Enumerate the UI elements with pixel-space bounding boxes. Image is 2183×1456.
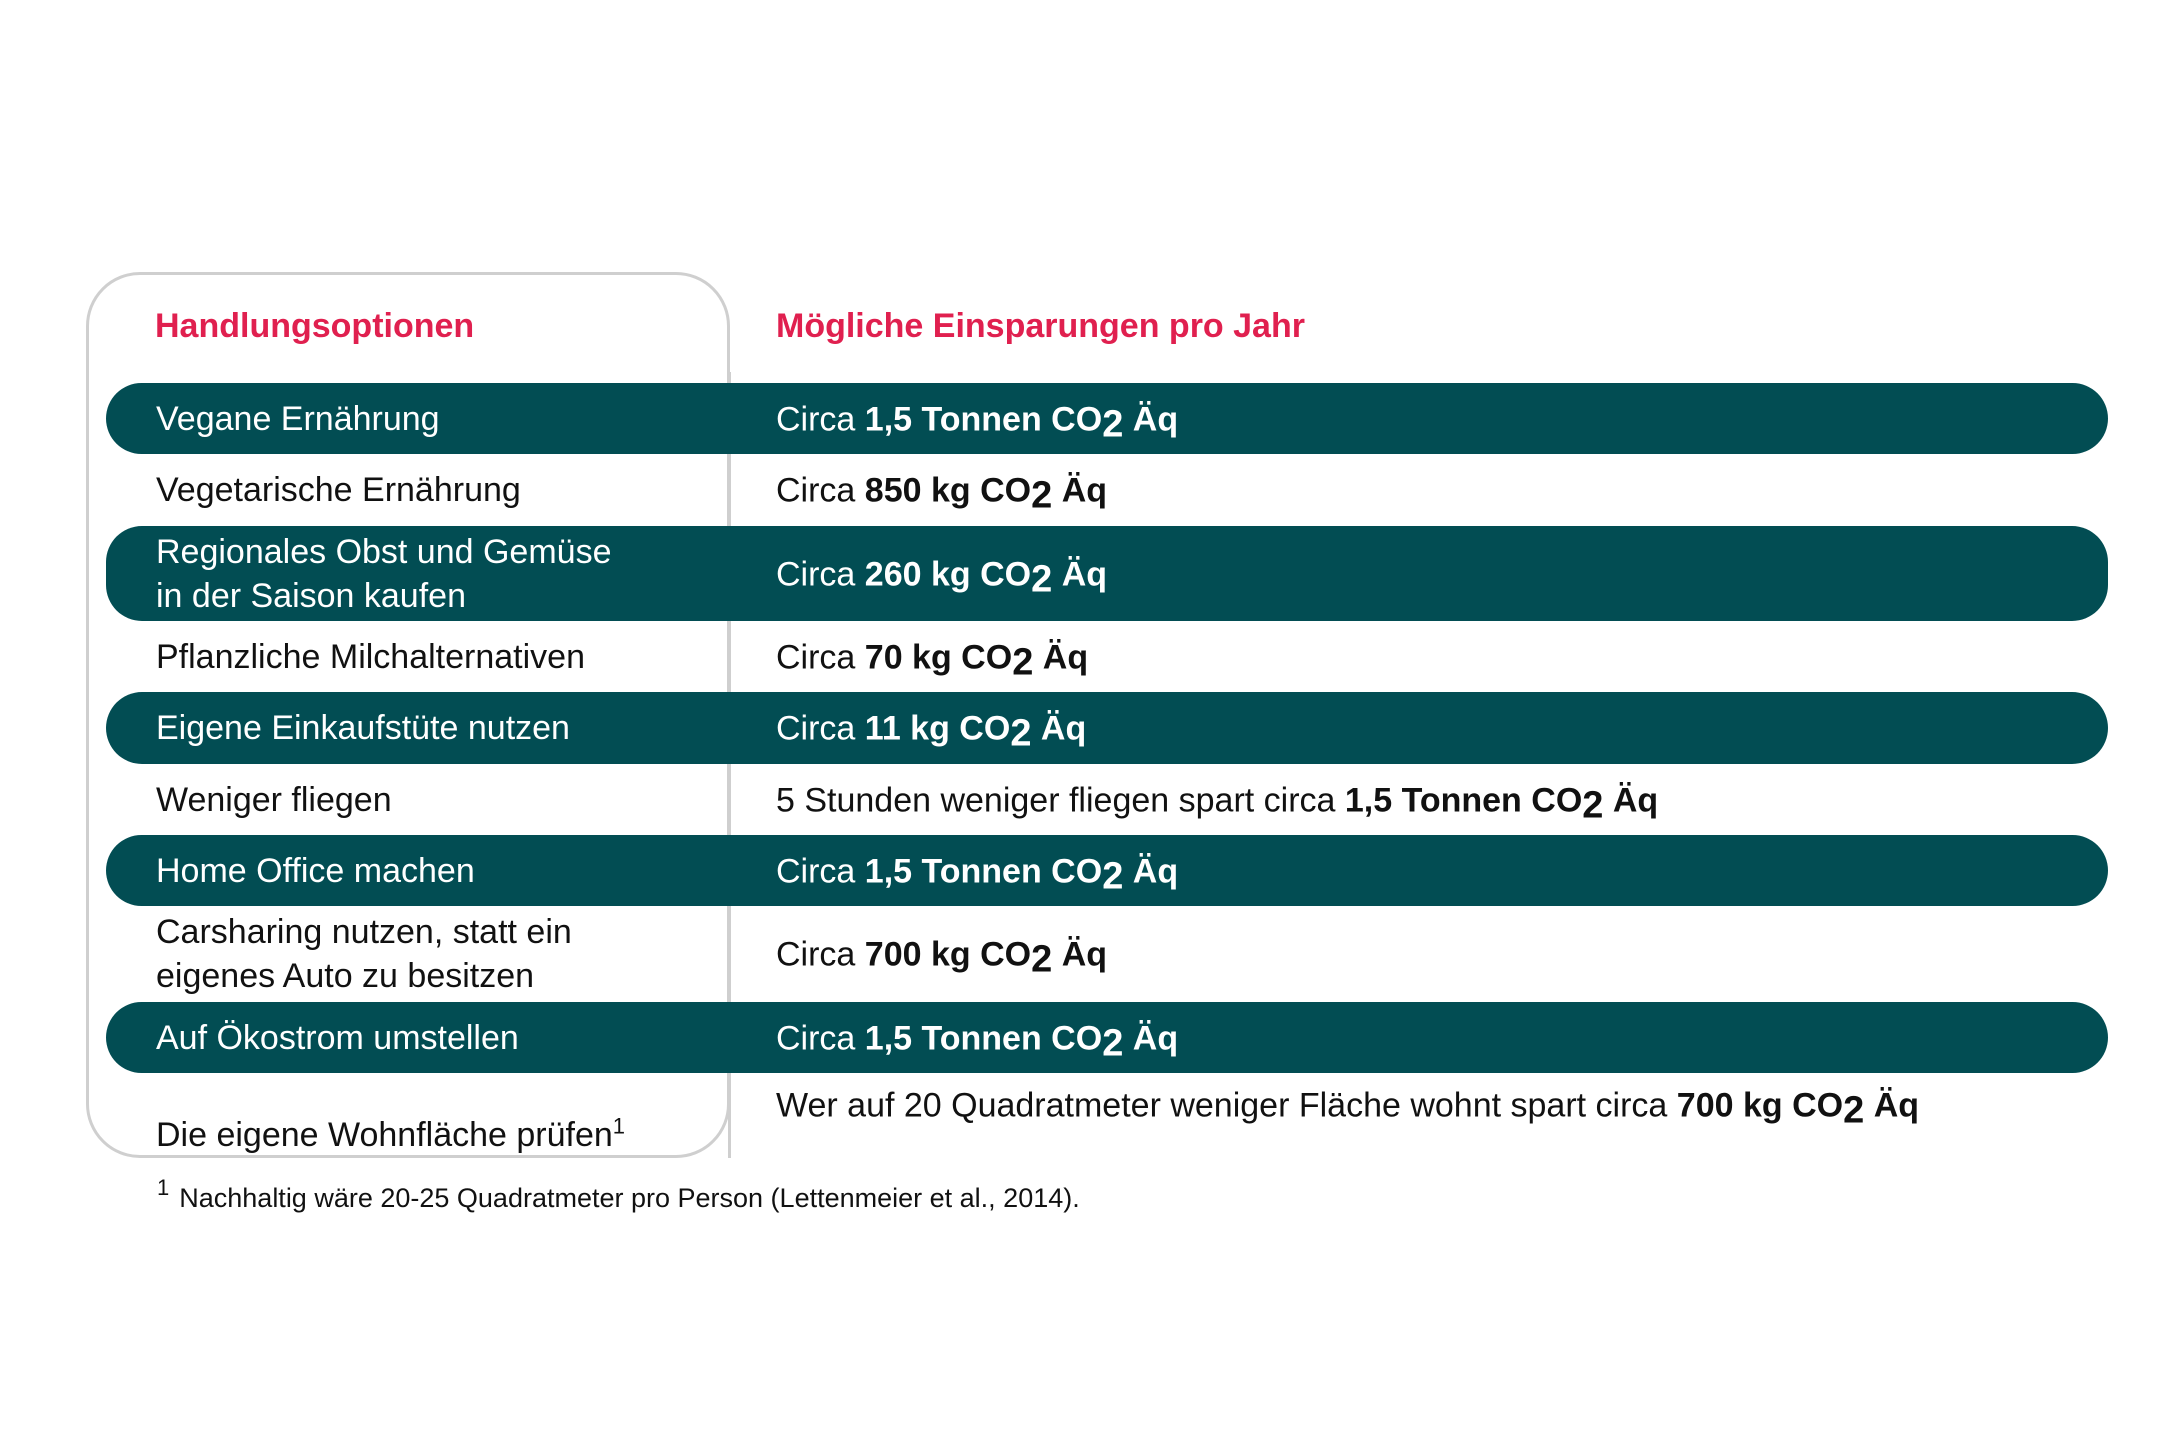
savings-value: Circa 1,5 Tonnen CO2 Äq bbox=[776, 400, 1179, 445]
footnote bbox=[157, 1175, 1080, 1218]
table-row bbox=[106, 906, 2108, 1002]
savings-value: Circa 700 kg CO2 Äq bbox=[776, 935, 1108, 981]
savings-value: Circa 1,5 Tonnen CO2 Äq bbox=[776, 1019, 1179, 1064]
savings-value: Circa 11 kg CO2 Äq bbox=[776, 709, 1087, 755]
option-label: Carsharing nutzen, statt ein eigenes Auto zu besitzen bbox=[156, 913, 572, 995]
header-savings: Mögliche Einsparungen pro Jahr bbox=[776, 307, 1305, 345]
header-options: Handlungsoptionen bbox=[155, 307, 475, 345]
footnote-reference: 1 bbox=[612, 1113, 626, 1139]
table-row bbox=[106, 692, 2108, 764]
option-label: Home Office machen bbox=[156, 851, 475, 890]
table-row bbox=[106, 526, 2108, 621]
savings-value: Circa 260 kg CO2 Äq bbox=[776, 555, 1108, 600]
option-label: Auf Ökostrom umstellen bbox=[156, 1018, 519, 1057]
savings-value: Wer auf 20 Quadratmeter weniger Fläche wohnt spart circa 700 kg CO2 Äq bbox=[776, 1086, 1920, 1132]
option-label: Eigene Einkaufstüte nutzen bbox=[156, 709, 570, 747]
table-row bbox=[106, 1073, 2108, 1154]
option-label: Weniger fliegen bbox=[156, 780, 392, 819]
option-label: Die eigene Wohnfläche prüfen$^1$ bbox=[156, 1113, 626, 1154]
savings-value: Circa 70 kg CO2 Äq bbox=[776, 638, 1089, 683]
option-label: Pflanzliche Milchalternativen bbox=[156, 637, 585, 676]
table-row bbox=[106, 454, 2108, 526]
table-row bbox=[106, 383, 2108, 454]
table-row bbox=[106, 835, 2108, 906]
savings-value: Circa 1,5 Tonnen CO2 Äq bbox=[776, 852, 1179, 897]
footnote-text: Nachhaltig wäre 20-25 Quadratmeter pro Person (Lettenmeier et al., 2014). bbox=[179, 1183, 1080, 1213]
table-row bbox=[106, 1002, 2108, 1073]
option-label: Vegane Ernährung bbox=[156, 399, 440, 438]
savings-value: 5 Stunden weniger fliegen spart circa 1,5 Tonnen CO2 Äq bbox=[776, 781, 1659, 826]
option-label: Vegetarische Ernährung bbox=[156, 471, 521, 509]
footnote-mark: 1 bbox=[157, 1175, 170, 1200]
option-label: Regionales Obst und Gemüse in der Saison kaufen bbox=[156, 532, 612, 615]
table-row bbox=[106, 621, 2108, 692]
table-row bbox=[106, 764, 2108, 835]
savings-value: Circa 850 kg CO2 Äq bbox=[776, 471, 1108, 517]
